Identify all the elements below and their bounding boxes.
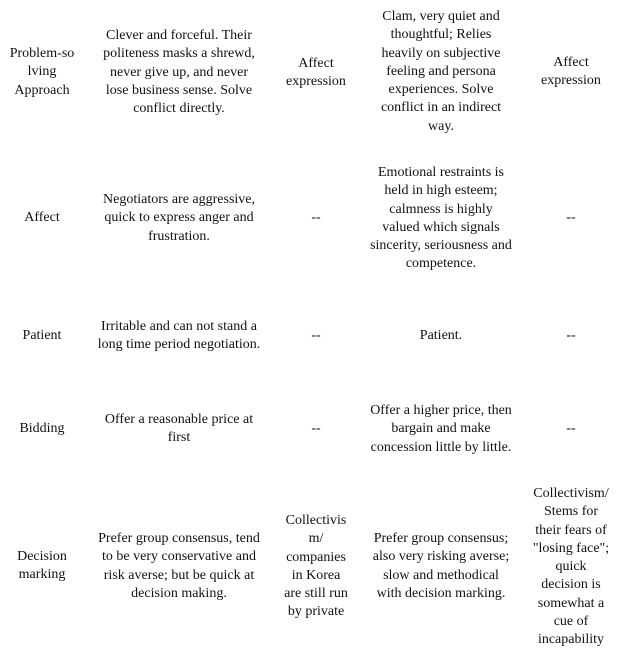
row-affect-attribute: Affect [24, 210, 60, 225]
row-problem-solving-col1: Clever and forceful. Their politeness masks a shrewd, never give up, and never lose business sense. Solve conflict directly. [103, 28, 255, 117]
row-patient-col1: Irritable and can not stand a long time period negotiation. [97, 319, 261, 353]
row-affect-col4: -- [566, 210, 576, 225]
row-bidding-col2: -- [311, 421, 321, 436]
row-bidding-col4: -- [566, 421, 576, 436]
row-decision-marking-col3: Prefer group consensus; also very risking averse; slow and methodical with decision marking. [372, 531, 510, 601]
row-patient-attribute: Patient [22, 328, 62, 343]
row-bidding-col3: Offer a higher price, then bargain and make concession little by little. [370, 403, 512, 455]
row-decision-marking-attribute: Decision marking [17, 549, 67, 583]
row-affect-col2: -- [311, 210, 321, 225]
row-decision-marking-col4: Collectivism/ Stems for their fears of "losing face"; quick decision is somewhat a cue of incapability [532, 486, 610, 648]
row-problem-solving-col3: Clam, very quiet and thoughtful; Relies heavily on subjective feeling and persona experiences. Solve conflict in an indirect way. [380, 9, 502, 134]
row-bidding-col1: Offer a reasonable price at first [104, 412, 254, 446]
row-patient-col2: -- [311, 328, 321, 343]
row-problem-solving-col2: Affect expression [286, 56, 346, 90]
row-patient-col3: Patient. [419, 328, 463, 343]
row-affect-col3: Emotional restraints is held in high esteem; calmness is highly valued which signals sincerity, seriousness and competence. [370, 165, 512, 272]
row-patient-col4: -- [566, 328, 576, 343]
row-decision-marking-col1: Prefer group consensus, tend to be very conservative and risk averse; but be quick at decision making. [98, 531, 260, 601]
row-bidding-attribute: Bidding [19, 421, 65, 436]
row-affect-col1: Negotiators are aggressive, quick to express anger and frustration. [103, 192, 255, 244]
row-decision-marking-col2: Collectivis m/ companies in Korea are still run by private [284, 513, 348, 620]
row-problem-solving-col4: Affect expression [541, 55, 601, 89]
row-problem-solving-attribute: Problem-so lving Approach [9, 46, 75, 98]
